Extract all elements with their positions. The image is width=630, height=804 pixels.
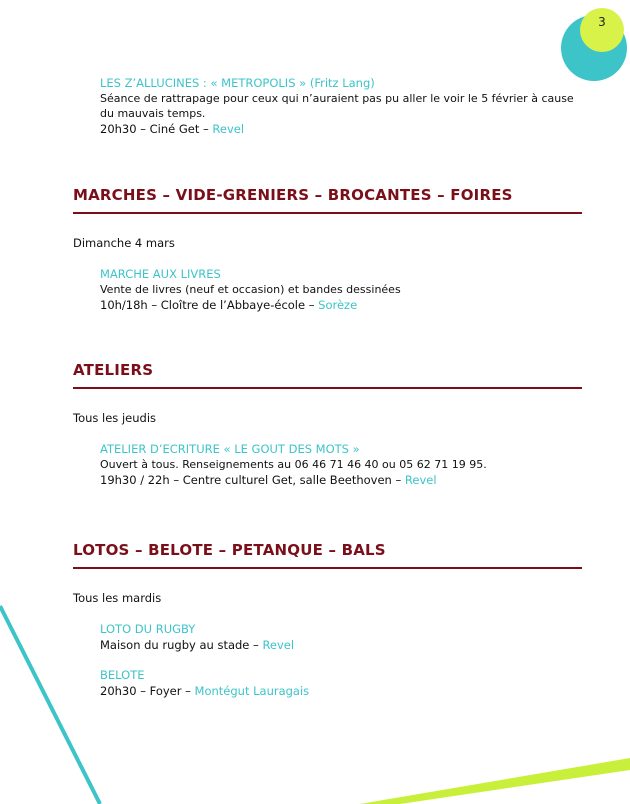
date-label-marches: Dimanche 4 mars <box>73 236 175 250</box>
section-ateliers <box>73 361 583 379</box>
event-time-venue: 20h30 – Foyer – <box>100 684 195 698</box>
section-title: MARCHES – VIDE-GRENIERS – BROCANTES – FOIRES <box>73 186 513 204</box>
event-description: Ouvert à tous. Renseignements au 06 46 71 46 40 ou 05 62 71 19 95. <box>100 458 487 471</box>
section-marches <box>73 186 583 204</box>
section-lotos <box>73 541 583 559</box>
event-place: Sorèze <box>318 298 358 312</box>
event-when <box>100 683 600 699</box>
event-title: LES Z’ALLUCINES : « METROPOLIS » (Fritz Lang) <box>100 76 375 90</box>
event-place: Revel <box>212 122 245 136</box>
section-divider <box>73 387 582 389</box>
event-description-line-1: Séance de rattrapage pour ceux qui n’auraient pas pu aller le voir le 5 février à cause <box>100 92 574 105</box>
event-atelier-ecriture <box>100 442 600 488</box>
event-when <box>100 121 600 137</box>
page-number: 3 <box>598 15 606 29</box>
event-when <box>100 297 600 313</box>
event-time-venue: 20h30 – Ciné Get – <box>100 122 213 136</box>
event-place: Revel <box>262 638 295 652</box>
section-divider <box>73 567 582 569</box>
event-marche-aux-livres <box>100 267 600 313</box>
section-title: ATELIERS <box>73 361 154 379</box>
event-description-line-2: du mauvais temps. <box>100 107 206 120</box>
lime-swoosh <box>360 758 630 804</box>
event-title: ATELIER D’ECRITURE « LE GOUT DES MOTS » <box>100 442 360 456</box>
event-title: LOTO DU RUGBY <box>100 622 196 636</box>
event-time-venue: 10h/18h – Cloître de l’Abbaye-école – <box>100 298 319 312</box>
event-when <box>100 637 600 653</box>
event-description: Vente de livres (neuf et occasion) et bandes dessinées <box>100 283 401 296</box>
event-time-venue: Maison du rugby au stade – <box>100 638 263 652</box>
event-loto-rugby <box>100 622 600 653</box>
section-title: LOTOS – BELOTE – PETANQUE – BALS <box>73 541 386 559</box>
event-title: BELOTE <box>100 668 145 682</box>
event-time-venue: 19h30 / 22h – Centre culturel Get, salle Beethoven – <box>100 473 405 487</box>
event-belote <box>100 668 600 699</box>
event-place: Revel <box>404 473 437 487</box>
section-divider <box>73 212 582 214</box>
date-label-lotos: Tous les mardis <box>73 591 162 605</box>
event-when <box>100 472 600 488</box>
event-place: Montégut Lauragais <box>194 684 310 698</box>
date-label-ateliers: Tous les jeudis <box>73 411 157 425</box>
event-title: MARCHE AUX LIVRES <box>100 267 221 281</box>
teal-diagonal-line <box>0 606 100 804</box>
event-metropolis <box>100 76 600 137</box>
